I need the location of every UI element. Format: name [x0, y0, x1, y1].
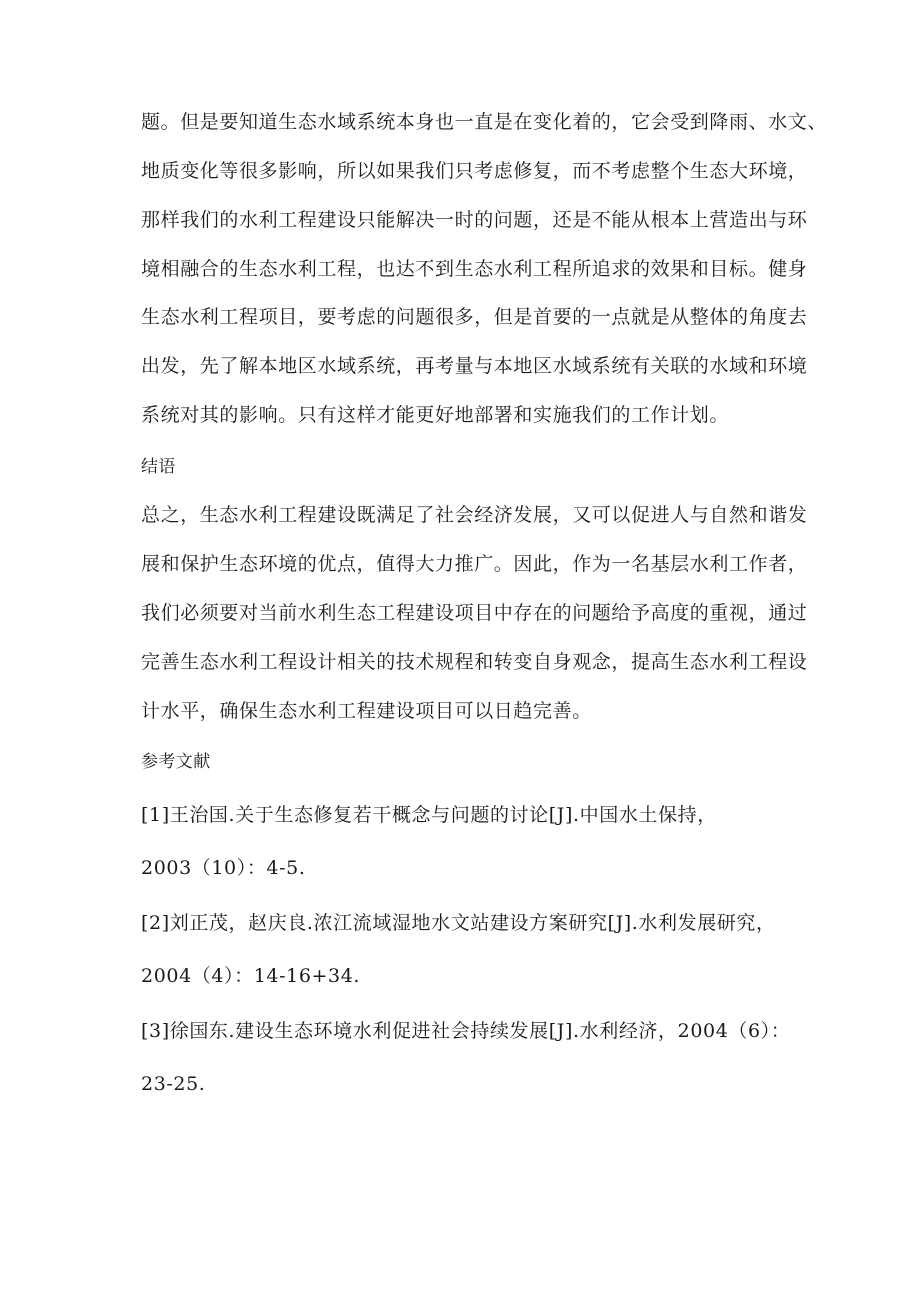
body-text-line: 系统对其的影响。只有这样才能更好地部署和实施我们的工作计划。: [141, 404, 730, 426]
body-text-line: 展和保护生态环境的优点，值得大力推广。因此，作为一名基层水利工作者，: [141, 553, 808, 575]
reference-entry: 23-25.: [141, 1073, 206, 1095]
reference-entry: [3]徐国东.建设生态环境水利促进社会持续发展[J].水利经济，2004（6）：: [141, 1020, 791, 1042]
body-text-line: 总之，生态水利工程建设既满足了社会经济发展，又可以促进人与自然和谐发: [141, 504, 808, 526]
section-heading-conclusion: 结语: [141, 457, 176, 477]
body-text-line: 地质变化等很多影响，所以如果我们只考虑修复，而不考虑整个生态大环境，: [141, 160, 808, 182]
body-text-line: 题。但是要知道生态水域系统本身也一直是在变化着的，它会受到降雨、水文、: [141, 111, 828, 133]
reference-entry: [1]王治国.关于生态修复若干概念与问题的讨论[J].中国水土保持，: [141, 804, 717, 826]
reference-entry: 2004（4）：14-16+34.: [141, 965, 361, 987]
body-text-line: 境相融合的生态水利工程，也达不到生态水利工程所追求的效果和目标。健身: [141, 258, 808, 280]
reference-entry: 2003（10）：4-5.: [141, 857, 306, 879]
body-text-line: 完善生态水利工程设计相关的技术规程和转变自身观念，提高生态水利工程设: [141, 651, 808, 673]
body-text-line: 生态水利工程项目，要考虑的问题很多，但是首要的一点就是从整体的角度去: [141, 306, 808, 328]
section-heading-references: 参考文献: [141, 752, 211, 772]
body-text-line: 我们必须要对当前水利生态工程建设项目中存在的问题给予高度的重视，通过: [141, 602, 808, 624]
body-text-line: 那样我们的水利工程建设只能解决一时的问题，还是不能从根本上营造出与环: [141, 209, 808, 231]
body-text-line: 计水平，确保生态水利工程建设项目可以日趋完善。: [141, 700, 592, 722]
reference-entry: [2]刘正茂，赵庆良.浓江流域湿地水文站建设方案研究[J].水利发展研究，: [141, 912, 776, 934]
body-text-line: 出发，先了解本地区水域系统，再考量与本地区水域系统有关联的水域和环境: [141, 355, 808, 377]
